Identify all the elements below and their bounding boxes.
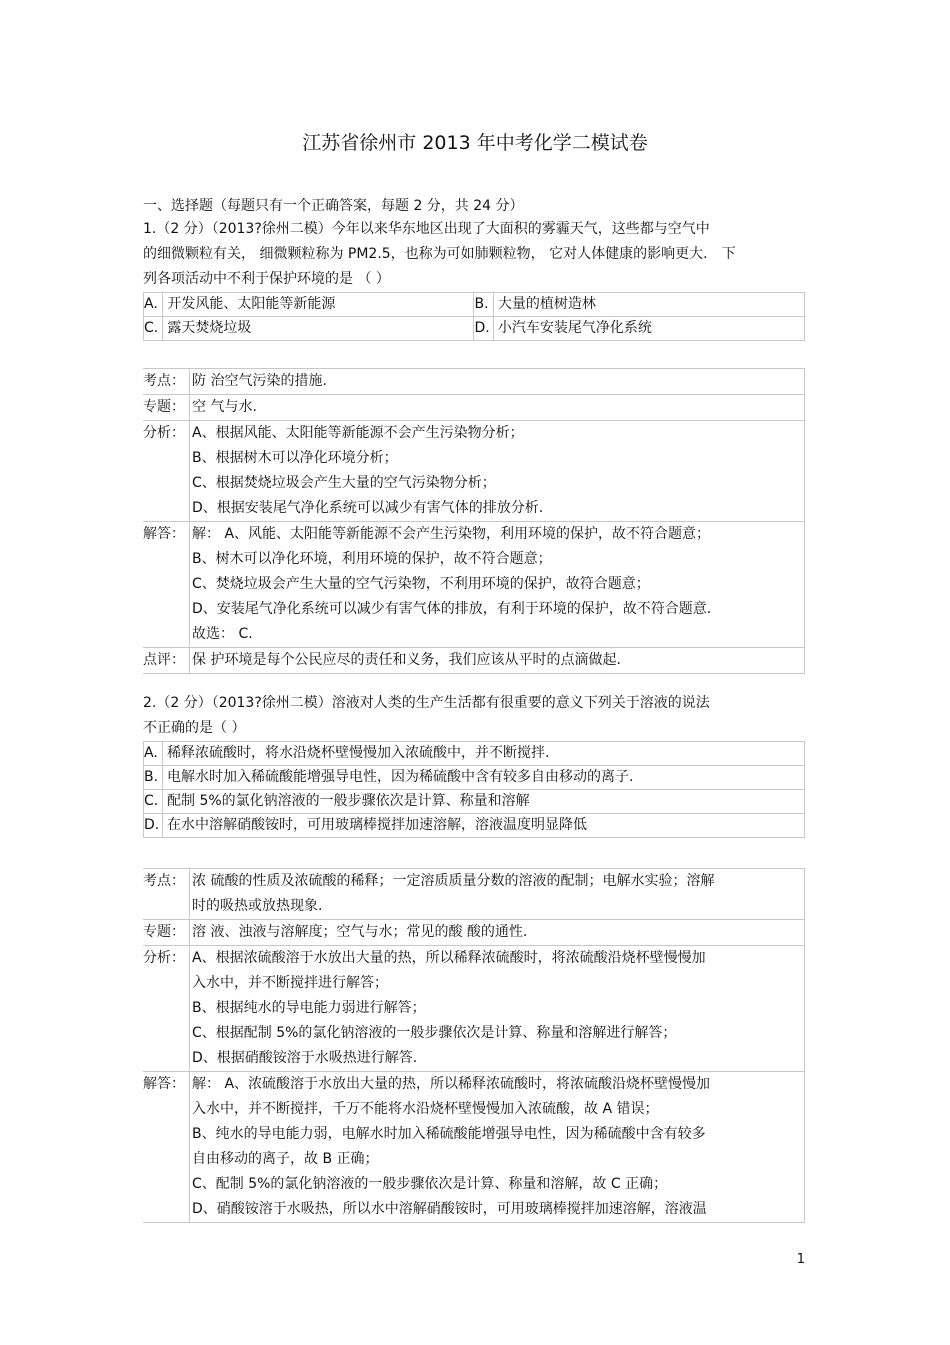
analysis-line: D、安装尾气净化系统可以减少有害气体的排放，有利于环境的保护，故不符合题意. (192, 601, 712, 617)
analysis-label: 考点： (143, 369, 190, 395)
analysis-label: 专题： (143, 920, 190, 946)
q2-stem-line: 2.（2 分）（2013?徐州二模）溶液对人类的生产生活都有很重要的意义下列关于溶液的说法 (143, 695, 710, 711)
analysis-line: D、根据安装尾气净化系统可以减少有害气体的排放分析. (192, 500, 544, 516)
analysis-line: C、根据焚烧垃圾会产生大量的空气污染物分析； (192, 475, 496, 491)
option-key: C. (144, 317, 163, 341)
q2-options-table (143, 741, 805, 838)
analysis-line: 保 护环境是每个公民应尽的责任和义务，我们应该从平时的点滴做起. (192, 652, 621, 668)
analysis-line: 空 气与水. (192, 399, 257, 415)
analysis-line: 故选： C. (192, 626, 253, 642)
analysis-label: 专题： (143, 395, 190, 421)
analysis-line: 防 治空气污染的措施. (192, 373, 327, 389)
option-key: A. (144, 742, 163, 766)
section-heading: 一、选择题（每题只有一个正确答案，每题 2 分，共 24 分） (143, 198, 524, 214)
q1-options-table (143, 292, 805, 341)
analysis-line: 溶 液、浊液与溶解度；空气与水；常见的酸 酸的通性. (192, 924, 528, 940)
analysis-line: 浓 硫酸的性质及浓硫酸的稀释；一定溶质质量分数的溶液的配制；电解水实验；溶解 (192, 873, 715, 889)
option-key: D. (474, 317, 493, 341)
analysis-line: 解： A、浓硫酸溶于水放出大量的热，所以稀释浓硫酸时，将浓硫酸沿烧杯壁慢慢加 (192, 1076, 711, 1092)
analysis-line: C、根据配制 5%的氯化钠溶液的一般步骤依次是计算、称量和溶解进行解答； (192, 1025, 677, 1041)
option-text: 大量的植树造林 (493, 293, 804, 317)
option-text: 露天焚烧垃圾 (163, 317, 474, 341)
analysis-label: 解答： (143, 522, 190, 648)
analysis-label: 解答： (143, 1072, 190, 1223)
analysis-line: B、根据纯水的导电能力弱进行解答； (192, 1000, 426, 1016)
page-title: 江苏省徐州市 2013 年中考化学二模试卷 (302, 132, 648, 154)
analysis-line: C、焚烧垃圾会产生大量的空气污染物，不利用环境的保护，故符合题意； (192, 576, 650, 592)
option-text: 开发风能、太阳能等新能源 (163, 293, 474, 317)
option-key: A. (144, 293, 163, 317)
analysis-label: 考点： (143, 869, 190, 920)
option-text: 稀释浓硫酸时，将水沿烧杯壁慢慢加入浓硫酸中，并不断搅拌. (163, 742, 805, 766)
option-key: C. (144, 790, 163, 814)
analysis-line: 入水中，并不断搅拌，千万不能将水沿烧杯壁慢慢加入浓硫酸，故 A 错误； (192, 1101, 659, 1117)
analysis-line: 解： A、风能、太阳能等新能源不会产生污染物，利用环境的保护，故不符合题意； (192, 526, 711, 542)
analysis-line: 入水中，并不断搅拌进行解答； (192, 975, 388, 991)
analysis-label: 点评： (143, 648, 190, 674)
option-key: B. (474, 293, 493, 317)
option-text: 配制 5%的氯化钠溶液的一般步骤依次是计算、称量和溶解 (163, 790, 805, 814)
analysis-line: 时的吸热或放热现象. (192, 898, 323, 914)
analysis-line: A、根据风能、太阳能等新能源不会产生污染物分析； (192, 425, 524, 441)
analysis-label: 分析： (143, 421, 190, 522)
option-text: 在水中溶解硝酸铵时，可用玻璃棒搅拌加速溶解，溶液温度明显降低 (163, 814, 805, 838)
analysis-label: 分析： (143, 946, 190, 1072)
q1-analysis-table (143, 368, 805, 674)
analysis-line: B、根据树木可以净化环境分析； (192, 450, 398, 466)
option-key: B. (144, 766, 163, 790)
q1-stem-line: 的细微颗粒有关， 细微颗粒称为 PM2.5，也称为可如肺颗粒物， 它对人体健康的影响更大． 下 (143, 246, 736, 262)
analysis-line: B、纯水的导电能力弱，电解水时加入稀硫酸能增强导电性，因为稀硫酸中含有较多 (192, 1126, 706, 1142)
page-number: 1 (796, 1252, 805, 1267)
option-key: D. (144, 814, 163, 838)
analysis-line: 自由移动的离子，故 B 正确； (192, 1151, 379, 1167)
analysis-line: D、根据硝酸铵溶于水吸热进行解答. (192, 1050, 418, 1066)
q1-stem-line: 1.（2 分）（2013?徐州二模）今年以来华东地区出现了大面积的雾霾天气，这些都与空气中 (143, 221, 710, 237)
analysis-line: D、硝酸铵溶于水吸热，所以水中溶解硝酸铵时，可用玻璃棒搅拌加速溶解，溶液温 (192, 1201, 707, 1217)
option-text: 电解水时加入稀硫酸能增强导电性，因为稀硫酸中含有较多自由移动的离子. (163, 766, 805, 790)
q1-stem-line: 列各项活动中不利于保护环境的是 （ ） (143, 271, 390, 287)
q2-analysis-table (143, 868, 805, 1223)
analysis-line: C、配制 5%的氯化钠溶液的一般步骤依次是计算、称量和溶解，故 C 正确； (192, 1176, 668, 1192)
q2-stem-line: 不正确的是（ ） (143, 720, 246, 736)
analysis-line: B、树木可以净化环境，利用环境的保护，故不符合题意； (192, 551, 552, 567)
analysis-line: A、根据浓硫酸溶于水放出大量的热，所以稀释浓硫酸时，将浓硫酸沿烧杯壁慢慢加 (192, 950, 706, 966)
option-text: 小汽车安装尾气净化系统 (493, 317, 804, 341)
